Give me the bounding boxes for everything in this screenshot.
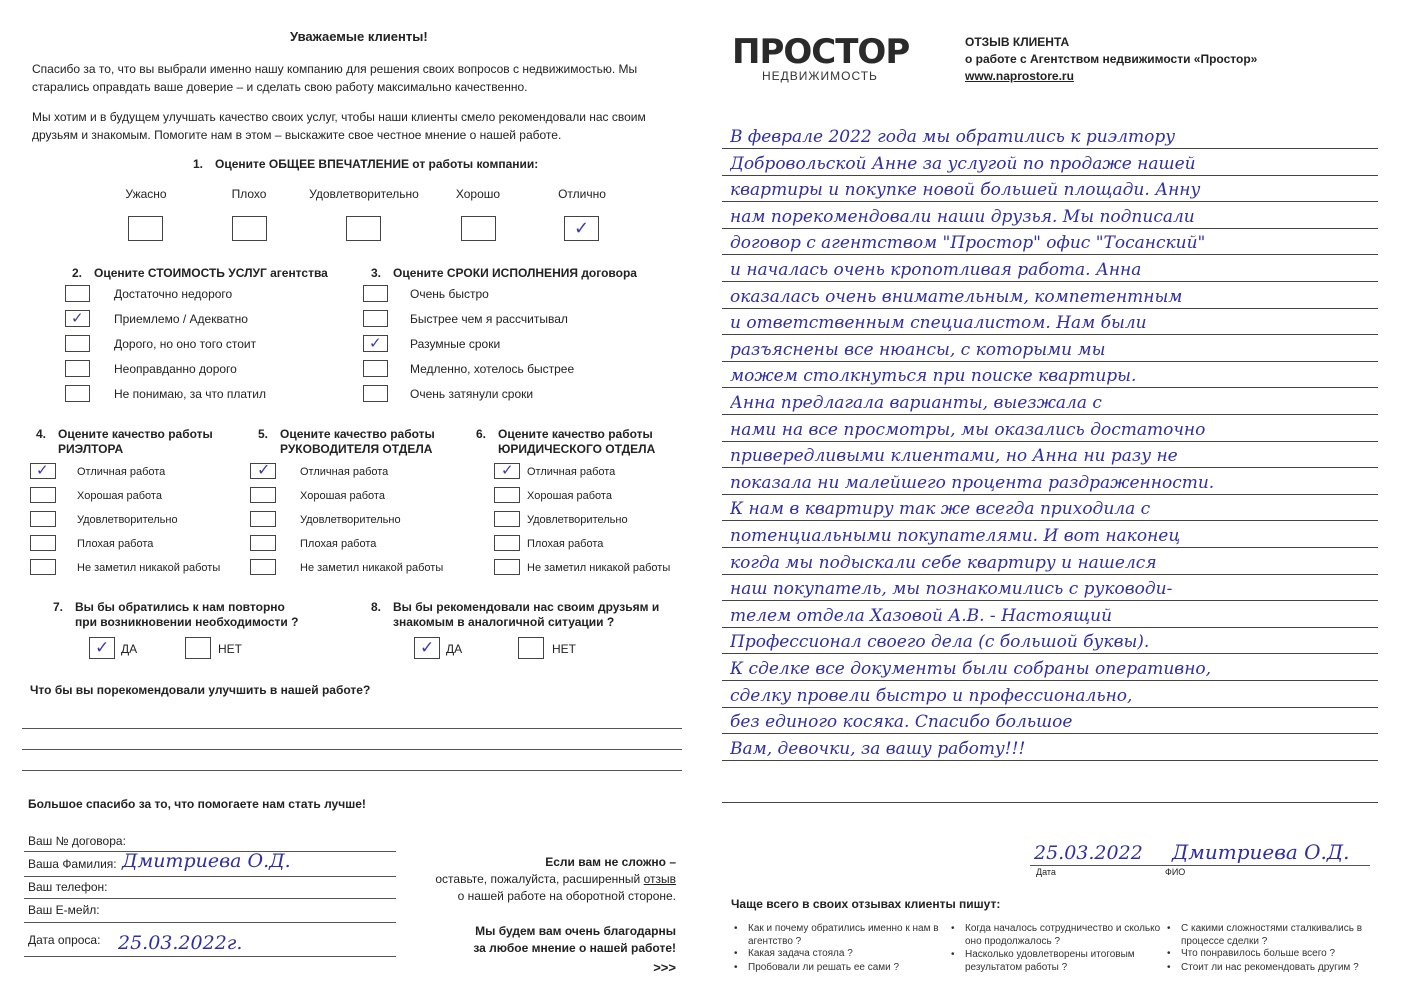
website-link[interactable]: www.naprostore.ru (965, 69, 1074, 83)
surname-field[interactable] (24, 876, 396, 877)
q2-option-label: Неоправданно дорого (114, 362, 237, 376)
q1-option-label: Отлично (558, 187, 606, 201)
q4-checkbox[interactable] (30, 463, 56, 479)
q1-checkbox-good[interactable] (461, 216, 496, 241)
logo: ПРОСТОР (732, 32, 910, 72)
ruled-line (722, 600, 1378, 601)
q7-checkbox-yes[interactable] (89, 637, 115, 659)
q1-checkbox-satisfactory[interactable] (346, 216, 381, 241)
check-mark-icon: ✓ (95, 638, 110, 658)
q8-no-label: НЕТ (552, 642, 576, 656)
ruled-line (722, 520, 1378, 521)
q3-option-label: Очень быстро (410, 287, 489, 301)
q5-option-label: Не заметил никакой работы (300, 562, 444, 574)
review-line: нам порекомендовали наши друзья. Мы подписали (730, 207, 1195, 227)
q6-number: 6. (476, 427, 487, 441)
ruled-line (722, 733, 1378, 734)
q7-title: Вы бы обратились к нам повторно (75, 600, 285, 614)
review-line: Профессионал своего дела (с большой буквы). (730, 632, 1150, 652)
hint-item: • Какая задача стояла ? (748, 948, 853, 959)
hint-item (965, 948, 1135, 974)
surname-value: Дмитриева О.Д. (122, 850, 291, 872)
review-line: показала ни малейшего процента раздраженности. (730, 473, 1215, 493)
q5-option-label: Удовлетворительно (300, 514, 401, 526)
hints-title: Чаще всего в своих отзывах клиенты пишут: (731, 897, 1001, 911)
ruled-line (722, 680, 1378, 681)
q2-option-label: Дорого, но оно того стоит (114, 337, 257, 351)
q6-subtitle: ЮРИДИЧЕСКОГО ОТДЕЛА (498, 442, 656, 456)
q8-checkbox-yes[interactable] (414, 637, 440, 659)
aside-line-5: за любое мнение о нашей работе! (473, 941, 676, 955)
q6-checkbox[interactable] (494, 511, 520, 527)
q5-checkbox[interactable] (250, 460, 276, 479)
q5-checkbox[interactable] (250, 487, 276, 503)
ruled-line (722, 627, 1378, 628)
q2-checkbox[interactable] (65, 310, 90, 327)
ruled-line (722, 281, 1378, 282)
review-line: сделку провели быстро и профессионально, (730, 686, 1133, 706)
review-line: привередливыми клиентами, но Анна ни разу не (730, 446, 1178, 466)
check-mark-icon: ✓ (369, 334, 382, 352)
aside-line-4: Мы будем вам очень благодарны (475, 924, 676, 938)
intro-paragraph-1: Спасибо за то, что вы выбрали именно нашу компанию для решения своих вопросов с недвижимостью. Мы старались оправдать ваше доверие – и сделать свою работу максимально качественно. (32, 62, 638, 94)
q3-checkbox[interactable] (363, 310, 388, 327)
review-line: Анна предлагала варианты, выезжала с (730, 393, 1102, 413)
q6-checkbox[interactable] (494, 559, 520, 575)
q7-yes-label: ДА (121, 642, 138, 656)
aside-line-2-text: оставьте, пожалуйста, расширенный (435, 872, 644, 886)
q5-subtitle: РУКОВОДИТЕЛЯ ОТДЕЛА (280, 442, 433, 456)
check-mark-icon: ✓ (71, 309, 84, 327)
date-value: 25.03.2022г. (118, 932, 243, 954)
q5-number: 5. (258, 427, 269, 441)
thanks-text: Большое спасибо за то, что помогаете нам стать лучше! (28, 797, 366, 811)
q5-checkbox[interactable] (250, 559, 276, 575)
q4-option-label: Отличная работа (77, 466, 166, 478)
q2-option-label: Не понимаю, за что платил (114, 387, 267, 401)
survey-title: Уважаемые клиенты! (290, 29, 428, 44)
q1-checkbox-terrible[interactable] (128, 216, 163, 241)
hint-item: • Что понравилось больше всего ? (1181, 948, 1335, 959)
q4-option-label: Хорошая работа (77, 490, 162, 502)
ruled-line (722, 201, 1378, 202)
ruled-line (722, 653, 1378, 654)
q4-checkbox[interactable] (30, 535, 56, 551)
q4-checkbox[interactable] (30, 511, 56, 527)
answer-line[interactable] (22, 749, 682, 750)
q4-title: Оцените качество работы (58, 427, 213, 441)
q6-option-label: Хорошая работа (527, 490, 612, 502)
ruled-line (722, 228, 1378, 229)
q3-checkbox[interactable] (363, 335, 388, 352)
q3-option-label: Разумные сроки (410, 337, 501, 351)
q4-option-label: Удовлетворительно (77, 514, 178, 526)
q5-checkbox[interactable] (250, 511, 276, 527)
q3-number: 3. (371, 266, 382, 280)
hint-text: Когда началось сотрудничество и сколько (965, 923, 1161, 934)
q3-checkbox[interactable] (363, 385, 388, 402)
q8-subtitle: знакомым в аналогичной ситуации ? (393, 615, 615, 629)
q6-option-label: Удовлетворительно (527, 514, 628, 526)
q3-option-label: Быстрее чем я рассчитывал (410, 312, 568, 326)
q5-title: Оцените качество работы (280, 427, 435, 441)
review-line: К нам в квартиру так же всегда приходила с (730, 499, 1151, 519)
q2-checkbox[interactable] (65, 285, 90, 302)
email-label: Ваш Е-мейл: (28, 903, 100, 917)
answer-line[interactable] (22, 728, 682, 729)
contract-label: Ваш № договора: (28, 834, 126, 848)
review-line: нами на все просмотры, мы оказались достаточно (730, 420, 1206, 440)
ruled-line (722, 760, 1378, 761)
review-line: К сделке все документы были собраны оперативно, (730, 659, 1212, 679)
q3-title: Оцените СРОКИ ИСПОЛНЕНИЯ договора (393, 266, 637, 280)
answer-line[interactable] (22, 770, 682, 771)
q6-checkbox[interactable] (494, 463, 520, 479)
aside-line-3: о нашей работе на оборотной стороне. (457, 889, 676, 903)
logo-subtitle: НЕДВИЖИМОСТЬ (762, 69, 878, 83)
ruled-line (722, 467, 1378, 468)
review-line: когда мы подыскали себе квартиру и нашелся (730, 553, 1157, 573)
q4-subtitle: РИЭЛТОРА (58, 442, 124, 456)
review-subheader: о работе с Агентством недвижимости «Простор» (965, 52, 1258, 66)
q3-checkbox[interactable] (363, 360, 388, 377)
review-line: В феврале 2022 года мы обратились к риэлтору (730, 127, 1176, 147)
q1-option-label: Плохо (231, 187, 267, 201)
phone-field[interactable] (24, 898, 396, 899)
ruled-line (722, 494, 1378, 495)
ruled-line (722, 441, 1378, 442)
hint-item: • Стоит ли нас рекомендовать другим ? (1181, 962, 1359, 973)
q3-option-label: Очень затянули сроки (410, 387, 534, 401)
ruled-line (722, 361, 1378, 362)
q2-checkbox[interactable] (65, 335, 90, 352)
review-line: Добровольской Анне за услугой по продаже нашей (730, 154, 1196, 174)
intro-paragraph-2: Мы хотим и в будущем улучшать качество своих услуг, чтобы наши клиенты смело рекомендовали нас своим друзьям и знакомым. Помогите нам в этом – выскажите свое честное мнение о нашей работе. (32, 110, 646, 142)
review-header: ОТЗЫВ КЛИЕНТА (965, 35, 1070, 49)
q8-title: Вы бы рекомендовали нас своим друзьям и (393, 600, 660, 614)
ruled-line (722, 802, 1378, 803)
signature-name: Дмитриева О.Д. (1172, 840, 1350, 864)
check-mark-icon: ✓ (36, 461, 49, 479)
check-mark-icon: ✓ (501, 461, 514, 479)
q2-number: 2. (72, 266, 83, 280)
ruled-line (722, 387, 1378, 388)
q2-checkbox[interactable] (65, 360, 90, 377)
review-line: квартиры и покупке новой большей площади. Анну (730, 180, 1201, 200)
aside-line-1: Если вам не сложно – (545, 855, 676, 869)
ruled-line (722, 547, 1378, 548)
phone-label: Ваш телефон: (28, 880, 108, 894)
date-field[interactable] (24, 956, 396, 957)
q7-no-label: НЕТ (218, 642, 242, 656)
ruled-line (722, 334, 1378, 335)
q4-checkbox[interactable] (30, 487, 56, 503)
q6-checkbox[interactable] (494, 535, 520, 551)
q1-checkbox-excellent[interactable] (564, 216, 599, 241)
signature-line (1030, 865, 1370, 866)
review-line: наш покупатель, мы познакомились с руководи- (730, 579, 1173, 599)
q2-checkbox[interactable] (65, 385, 90, 402)
review-line: можем столкнуться при поиске квартиры. (730, 366, 1137, 386)
improve-question: Что бы вы порекомендовали улучшить в нашей работе? (30, 683, 371, 697)
q1-checkbox-bad[interactable] (232, 216, 267, 241)
ruled-line (722, 308, 1378, 309)
date-label: Дата опроса: (28, 933, 101, 947)
q5-option-label: Плохая работа (300, 538, 377, 550)
hint-item (1181, 922, 1362, 948)
hint-text: оно продолжалось ? (965, 936, 1061, 947)
review-line: разъяснены все нюансы, с которыми мы (730, 340, 1106, 360)
q8-yes-label: ДА (446, 642, 463, 656)
aside-line-2 (410, 872, 676, 886)
hint-item (965, 922, 1160, 948)
ruled-line (722, 414, 1378, 415)
hint-text: Как и почему обратились именно к нам в (748, 923, 939, 934)
q6-option-label: Отличная работа (527, 466, 616, 478)
surname-label: Ваша Фамилия: (28, 857, 117, 871)
hint-text: агентство ? (748, 936, 802, 947)
q2-option-label: Приемлемо / Адекватно (114, 312, 248, 326)
review-line: потенциальными покупателями. И вот наконец (730, 526, 1181, 546)
q6-title: Оцените качество работы (498, 427, 653, 441)
hint-text: процессе сделки ? (1181, 936, 1268, 947)
review-line: договор с агентством "Простор" офис "Тосанский" (730, 233, 1206, 253)
hint-text: Насколько удовлетворены итоговым (965, 949, 1135, 960)
q8-number: 8. (371, 600, 382, 614)
q5-option-label: Хорошая работа (300, 490, 385, 502)
q2-title: Оцените СТОИМОСТЬ УСЛУГ агентства (94, 266, 328, 280)
signature-date: 25.03.2022 (1034, 842, 1143, 864)
hint-item (748, 922, 939, 948)
q1-option-label: Ужасно (125, 187, 167, 201)
q7-checkbox-no[interactable] (185, 637, 211, 659)
review-line: оказалась очень внимательным, компетентным (730, 287, 1183, 307)
arrows-icon: >>> (653, 960, 676, 975)
q7-subtitle: при возникновении необходимости ? (75, 615, 299, 629)
q3-checkbox[interactable] (363, 285, 388, 302)
email-field[interactable] (24, 922, 396, 923)
review-line: Вам, девочки, за вашу работу!!! (730, 739, 1026, 759)
review-line: и ответственным специалистом. Нам были (730, 313, 1147, 333)
q6-option-label: Плохая работа (527, 538, 604, 550)
q4-checkbox[interactable] (30, 559, 56, 575)
ruled-line (722, 254, 1378, 255)
check-mark-icon: ✓ (574, 218, 590, 239)
ruled-line (722, 148, 1378, 149)
hint-text: результатом работы ? (965, 962, 1068, 973)
q5-checkbox[interactable] (250, 535, 276, 551)
ruled-line (722, 175, 1378, 176)
check-mark-icon: ✓ (257, 460, 271, 479)
hint-text: С какими сложностями сталкивались в (1181, 923, 1363, 934)
q4-option-label: Не заметил никакой работы (77, 562, 221, 574)
ruled-line (722, 574, 1378, 575)
q3-option-label: Медленно, хотелось быстрее (410, 362, 575, 376)
q4-number: 4. (36, 427, 47, 441)
review-line: и началась очень кропотливая работа. Анна (730, 260, 1142, 280)
review-line: телем отдела Хазовой А.В. - Настоящий (730, 606, 1113, 626)
q1-number: 1. (193, 157, 204, 171)
q7-number: 7. (53, 600, 64, 614)
review-link[interactable]: отзыв (643, 872, 676, 886)
fio-caption: ФИО (1165, 867, 1186, 877)
q8-checkbox-no[interactable] (518, 637, 544, 659)
check-mark-icon: ✓ (420, 638, 435, 658)
review-line: без единого косяка. Спасибо большое (730, 712, 1073, 732)
q1-title: Оцените ОБЩЕЕ ВПЕЧАТЛЕНИЕ от работы компании: (215, 157, 539, 171)
q2-option-label: Достаточно недорого (114, 287, 233, 301)
q4-option-label: Плохая работа (77, 538, 154, 550)
q1-option-label: Удовлетворительно (309, 187, 419, 201)
date-caption: Дата (1036, 867, 1056, 877)
q6-checkbox[interactable] (494, 487, 520, 503)
q5-option-label: Отличная работа (300, 466, 389, 478)
hint-item: • Пробовали ли решать ее сами ? (748, 962, 899, 973)
q6-option-label: Не заметил никакой работы (527, 562, 671, 574)
ruled-line (722, 707, 1378, 708)
q1-option-label: Хорошо (455, 187, 501, 201)
